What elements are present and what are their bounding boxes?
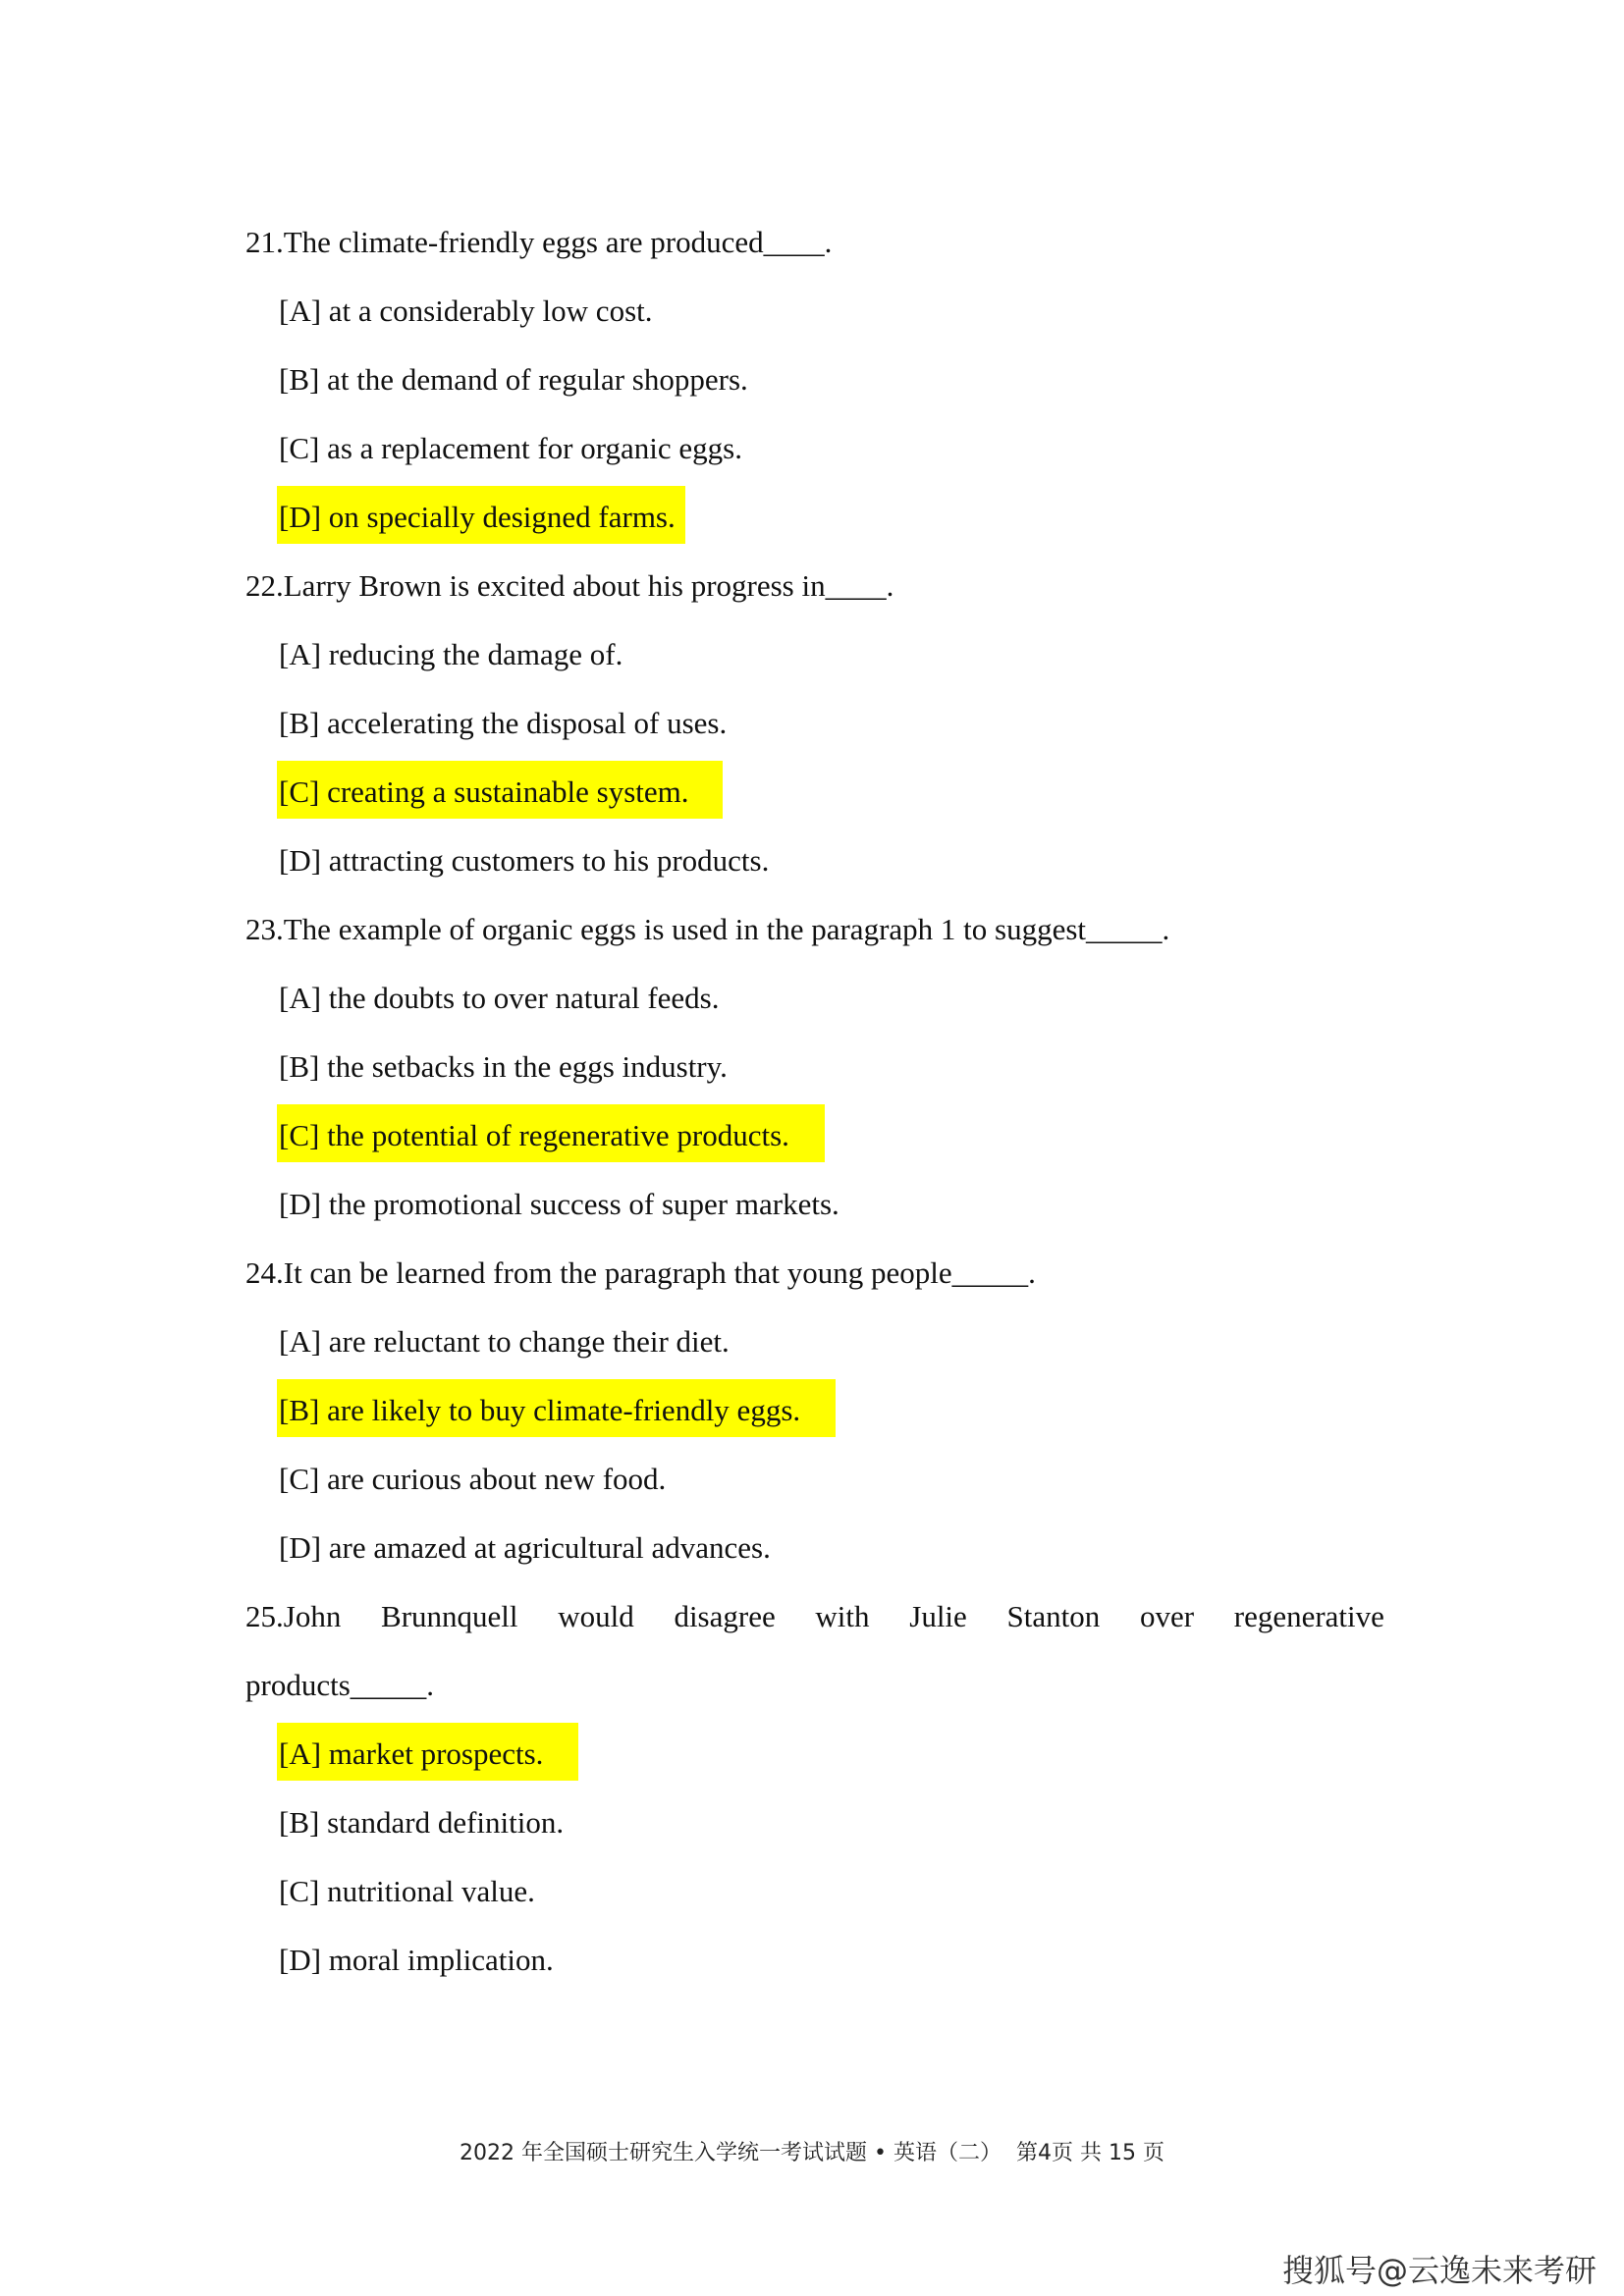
option-a: [279, 978, 720, 1019]
option-text: [B] at the demand of regular shoppers.: [279, 362, 748, 397]
option-b: [279, 359, 748, 400]
highlighted-answer: [C] the potential of regenerative products.: [277, 1104, 825, 1162]
exam-title: 2022 年全国硕士研究生入学统一考试试题 • 英语（二）: [460, 2141, 1001, 2165]
option-d-answer: [279, 497, 685, 538]
option-text: [D] moral implication.: [279, 1943, 554, 1977]
option-b-answer: [279, 1390, 836, 1431]
option-text: [A] the doubts to over natural feeds.: [279, 981, 720, 1015]
option-a: [279, 634, 623, 675]
option-b: [279, 703, 727, 744]
option-text: [D] attracting customers to his products.: [279, 843, 770, 878]
option-text: [D] are amazed at agricultural advances.: [279, 1530, 771, 1565]
stem-word: over: [1139, 1599, 1195, 1633]
option-text: [B] the setbacks in the eggs industry.: [279, 1049, 728, 1084]
stem-word: Brunnquell: [381, 1599, 518, 1633]
option-c-answer: [279, 772, 723, 813]
page-footer: [0, 2136, 1624, 2166]
option-a: [279, 1321, 730, 1362]
option-text: [D] the promotional success of super markets.: [279, 1187, 839, 1221]
option-d: [279, 1940, 554, 1981]
option-b: [279, 1046, 728, 1088]
option-c: [279, 428, 742, 469]
option-d: [279, 1527, 771, 1569]
option-text: [B] accelerating the disposal of uses.: [279, 706, 728, 740]
option-c: [279, 1459, 666, 1500]
highlighted-answer: [C] creating a sustainable system.: [277, 761, 723, 819]
highlighted-answer: [A] market prospects.: [277, 1723, 578, 1781]
stem-word: 25.John: [245, 1599, 342, 1633]
option-b: [279, 1802, 564, 1843]
option-text: [A] are reluctant to change their diet.: [279, 1324, 730, 1359]
stem-word: Stanton: [1006, 1599, 1101, 1633]
option-c-answer: [279, 1115, 825, 1156]
option-text: [A] reducing the damage of.: [279, 637, 623, 671]
stem-word: disagree: [674, 1599, 776, 1633]
option-a-answer: [279, 1734, 578, 1775]
question-stem: 21.The climate-friendly eggs are produced____.: [245, 225, 833, 259]
option-text: [C] nutritional value.: [279, 1874, 535, 1908]
highlighted-answer: [D] on specially designed farms.: [277, 486, 685, 544]
question-stem-continuation: products_____.: [245, 1668, 435, 1702]
option-d: [279, 840, 769, 881]
stem-word: with: [815, 1599, 870, 1633]
stem-word: Julie: [909, 1599, 967, 1633]
question-stem: 24.It can be learned from the paragraph that young people_____.: [245, 1255, 1036, 1290]
option-a: [279, 291, 653, 332]
option-c: [279, 1871, 535, 1912]
highlighted-answer: [B] are likely to buy climate-friendly eggs.: [277, 1379, 836, 1437]
option-text: [B] standard definition.: [279, 1805, 565, 1840]
stem-word: would: [558, 1599, 634, 1633]
option-text: [C] are curious about new food.: [279, 1462, 667, 1496]
option-text: [C] as a replacement for organic eggs.: [279, 431, 742, 465]
watermark-text: 搜狐号@云逸未来考研: [1281, 2252, 1597, 2289]
question-stem: 23.The example of organic eggs is used in the paragraph 1 to suggest_____.: [245, 912, 1170, 946]
stem-word: regenerative: [1233, 1599, 1384, 1633]
page-info: 第4页 共 15 页: [1015, 2141, 1164, 2165]
option-text: [A] at a considerably low cost.: [279, 294, 653, 328]
question-stem-line: [245, 1596, 1384, 1637]
option-d: [279, 1184, 839, 1225]
question-stem: 22.Larry Brown is excited about his progress in____.: [245, 568, 894, 603]
